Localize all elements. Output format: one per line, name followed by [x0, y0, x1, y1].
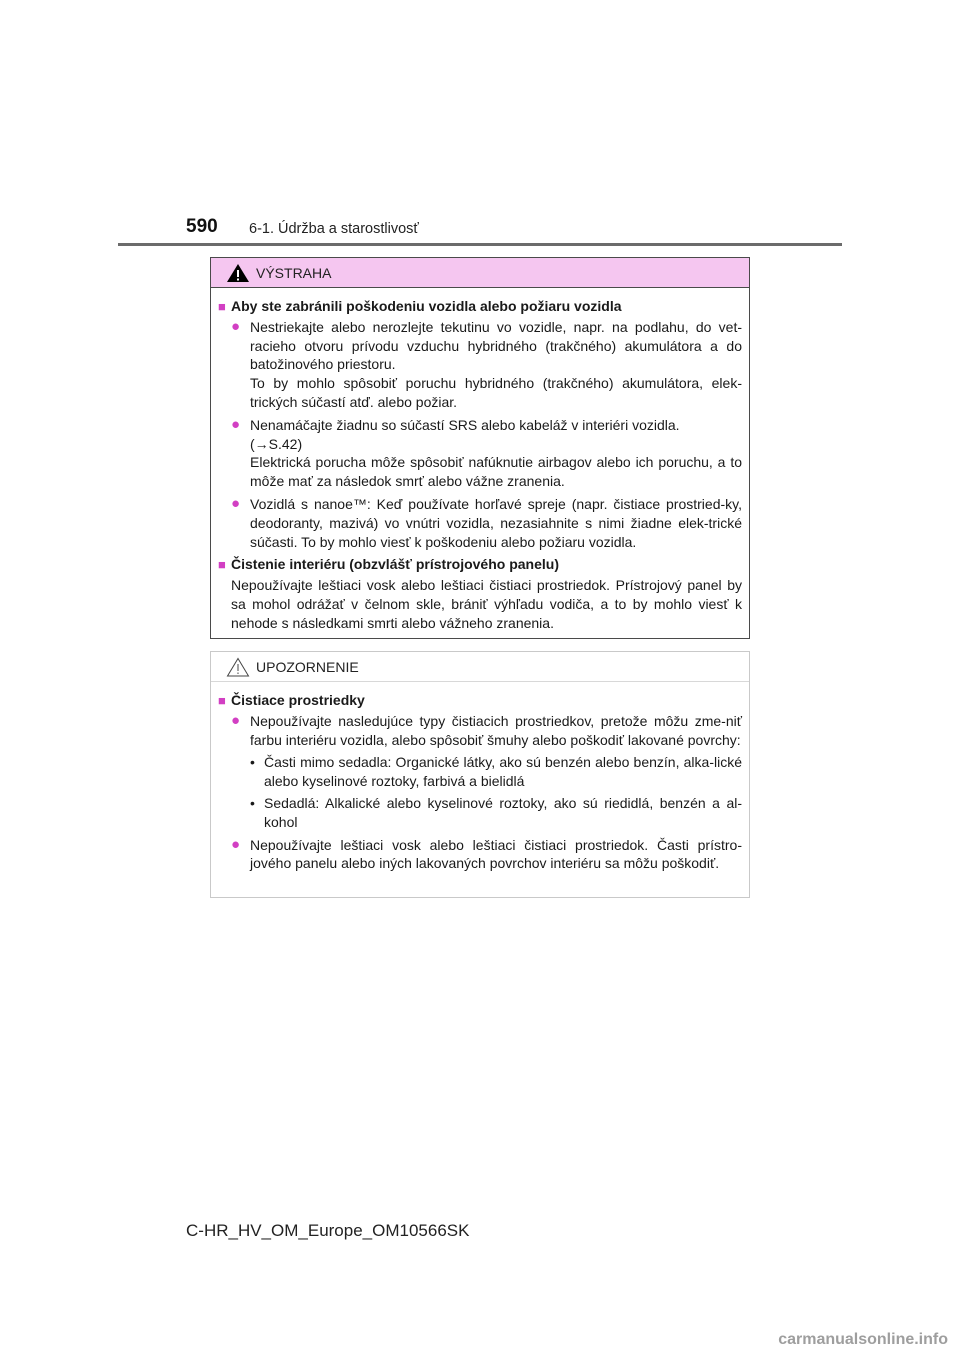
notice-body [211, 682, 749, 873]
notice-item-polish: ● Nepoužívajte leštiaci vosk alebo leštiaci čistiaci prostriedok. Časti prístro-jového panelu alebo iných lakovaných povrchov interiéru sa môžu poškodiť. [231, 835, 742, 872]
warning-header [211, 258, 749, 288]
warning-paragraph-interior: Nepoužívajte leštiaci vosk alebo leštiaci čistiaci prostriedok. Prístrojový panel by sa mohol odrážať v čelnom skle, brániť výhľadu vodiča, a to by mohlo viesť k nehode s následkami smrti alebo vážneho zranenia. [231, 577, 742, 631]
warning-item-srs: ● Nenamáčajte žiadnu so súčastí SRS alebo kabeláž v interiéri vozidla. (→S.42) Elektrická porucha môže spôsobiť nafúknutie airbagov alebo ich poruchu, a to môže mať za následok smrť alebo vážne zranenia. [231, 415, 742, 490]
notice-box [210, 651, 750, 898]
section-title: 6-1. Údržba a starostlivosť [249, 221, 419, 237]
notice-title: UPOZORNENIE [256, 658, 359, 675]
header-divider [118, 243, 842, 246]
circle-bullet-icon: ● [231, 711, 241, 729]
warning-triangle-icon [226, 263, 250, 283]
notice-item-cleaner-types: ● Nepoužívajte nasledujúce typy čistiacich prostriedkov, pretože môžu zme-niť farbu interiéru vozidla, alebo spôsobiť šmuhy alebo poškodiť lakované povrchy: [231, 711, 742, 748]
warning-heading-interior: ■ Čistenie interiéru (obzvlášť prístrojového panelu) [218, 555, 742, 575]
warning-body [211, 288, 749, 633]
circle-bullet-icon: ● [231, 317, 241, 335]
page-reference: (→S.42) [250, 435, 303, 452]
square-bullet-icon: ■ [218, 557, 226, 573]
warning-item-nanoe: ● Vozidlá s nanoe™: Keď používate horľavé spreje (napr. čistiace prostried-ky, deodoranty, mazivá) vo vnútri vozidla, nezasiahnite s nimi žiadne elek-trické súčasti. To by mohlo viesť k poškodeniu alebo požiaru vozidla. [231, 494, 742, 550]
dot-bullet-icon: • [250, 754, 255, 771]
square-bullet-icon: ■ [218, 693, 226, 708]
warning-item-liquid: ● Nestriekajte alebo nerozlejte tekutinu vo vozidle, napr. na podlahu, do vet-racieho otvoru prívodu vzduchu hybridného (trakčného) akumulátora a do batožinového priestoru. To by mohlo spôsobiť poruchu hybridného (trakčného) akumulátora, elek-trických súčastí atď. alebo požiar. [231, 317, 742, 410]
document-code: C-HR_HV_OM_Europe_OM10566SK [186, 1221, 470, 1240]
watermark: carmanualsonline.info [778, 1331, 948, 1348]
warning-box [210, 257, 750, 639]
square-bullet-icon: ■ [218, 299, 226, 314]
warning-title: VÝSTRAHA [256, 264, 332, 281]
notice-heading-cleaners: ■ Čistiace prostriedky [218, 691, 742, 711]
warning-heading-fire: ■ Aby ste zabránili poškodeniu vozidla alebo požiaru vozidla [218, 297, 742, 317]
notice-bullet-seats: • Sedadlá: Alkalické alebo kyselinové roztoky, ako sú riedidlá, benzén a al-kohol [250, 794, 742, 830]
circle-bullet-icon: ● [231, 835, 241, 853]
circle-bullet-icon: ● [231, 494, 241, 512]
caution-triangle-icon [226, 657, 250, 677]
notice-header [211, 652, 749, 682]
dot-bullet-icon: • [250, 794, 255, 811]
notice-bullet-non-seat: • Časti mimo sedadla: Organické látky, ako sú benzén alebo benzín, alka-lické alebo kyselinové roztoky, farbivá a bielidlá [250, 754, 742, 790]
circle-bullet-icon: ● [231, 415, 241, 433]
page-number: 590 [186, 216, 218, 237]
